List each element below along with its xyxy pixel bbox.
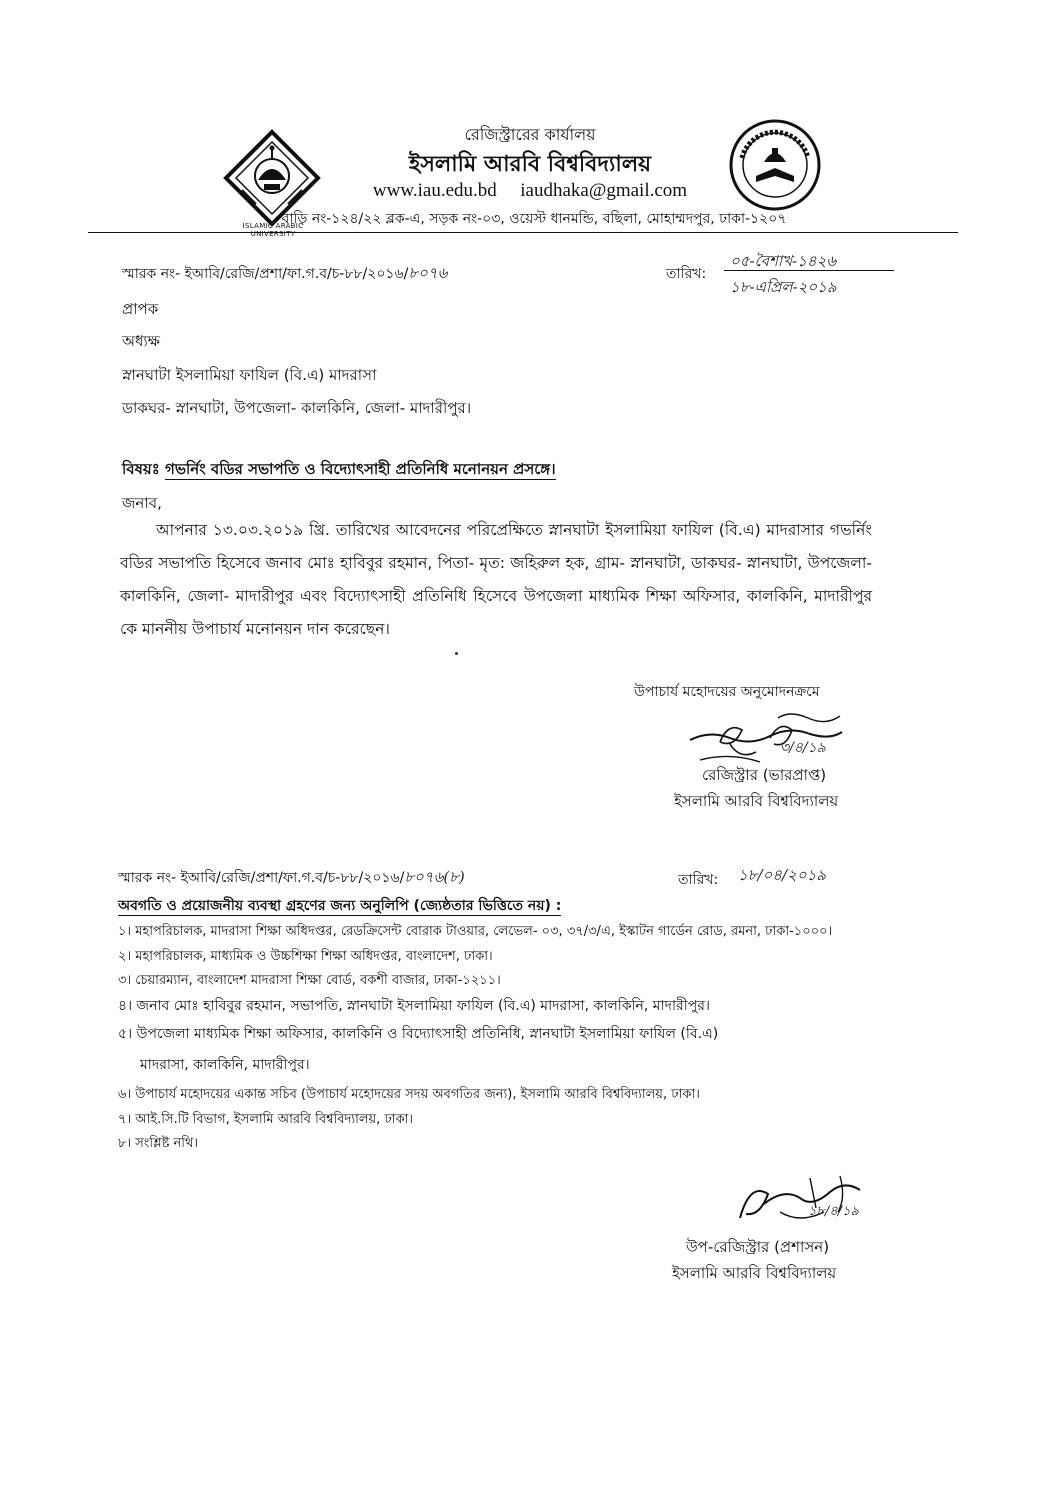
registrar-sign-date: ৩/৪/১৯	[780, 740, 826, 756]
cc-list	[118, 920, 918, 1157]
website-link[interactable]: www.iau.edu.bd	[372, 180, 497, 201]
list-item: ৬। উপাচার্য মহোদয়ের একান্ত সচিব (উপাচার্য মহোদয়ের সদয় অবগতির জন্য), ইসলামি আরবি বিশ্ববিদ্যালয়, ঢাকা।	[118, 1087, 700, 1102]
office-name: রেজিস্ট্রারের কার্যালয়	[464, 125, 596, 144]
office-address: বাড়ি নং-১২৪/২২ ব্লক-এ, সড়ক নং-০৩, ওয়েস্ট ধানমন্ডি, বছিলা, মোহাম্মদপুর, ঢাকা-১২০৭	[281, 211, 787, 227]
recipient-address: ডাকঘর- স্নানঘাটা, উপজেলা- কালকিনি, জেলা- মাদারীপুর।	[122, 399, 472, 417]
approval-note: উপাচার্য মহোদয়ের অনুমোদনক্রমে	[634, 684, 820, 700]
memo2-ref-number: ৮০৭৬(৮)	[404, 868, 465, 886]
deputy-designation: উপ-রেজিস্ট্রার (প্রশাসন)	[686, 1238, 830, 1256]
email-link[interactable]: iaudhaka@gmail.com	[520, 180, 688, 201]
memo2-date-label: তারিখ:	[678, 872, 719, 888]
list-item: মাদরাসা, কালকিনি, মাদারীপুর।	[140, 1056, 310, 1073]
list-item: ৭। আই.সি.টি বিভাগ, ইসলামি আরবি বিশ্ববিদ্যালয়, ঢাকা।	[118, 1111, 414, 1127]
list-item: ৮। সংশ্লিষ্ট নথি।	[118, 1136, 199, 1151]
memo-ref	[122, 262, 447, 287]
university-name: ইসলামি আরবি বিশ্ববিদ্যালয়	[408, 152, 652, 177]
list-item: ৪। জনাব মোঃ হাবিবুর রহমান, সভাপতি, স্নানঘাটা ইসলামিয়া ফাযিল (বি.এ) মাদরাসা, কালকিনি, মাদারীপুর।	[118, 997, 710, 1014]
list-item: ৫। উপজেলা মাধ্যমিক শিক্ষা অফিসার, কালকিনি ও বিদ্যোৎসাহী প্রতিনিধি, স্নানঘাটা ইসলামিয়া ফাযিল (বি.এ)	[118, 1026, 719, 1042]
deputy-org: ইসলামি আরবি বিশ্ববিদ্যালয়	[672, 1264, 837, 1282]
memo2-ref-text: স্মারক নং- ইআবি/রেজি/প্রশা/ফা.গ.ব/চ-৮৮/২০১৬/	[118, 870, 405, 886]
memo-ref-text: স্মারক নং- ইআবি/রেজি/প্রশা/ফা.গ.ব/চ-৮৮/২০১৬/	[122, 266, 409, 282]
subject-label: বিষয়ঃ	[122, 460, 160, 478]
registrar-designation: রেজিস্ট্রার (ভারপ্রাপ্ত)	[702, 766, 827, 784]
letter-body: আপনার ১৩.০৩.২০১৯ খ্রি. তারিখের আবেদনের পরিপ্রেক্ষিতে স্নানঘাটা ইসলামিয়া ফাযিল (বি.এ) মাদরাসার গভর্নিং বডির সভাপতি হিসেবে জনাব মোঃ হাবিবুর রহমান, পিতা- মৃত: জহিরুল হক, গ্রাম- স্নানঘাটা, ডাকঘর- স্নানঘাটা, উপজেলা- কালকিনি, জেলা- মাদারীপুর এবং বিদ্যোৎসাহী প্রতিনিধি হিসেবে উপজেলা মাধ্যমিক শিক্ষা অফিসার, কালকিনি, মাদারীপুর কে মাননীয় উপাচার্য মনোনয়ন দান করেছেন।	[120, 521, 872, 638]
stray-dot	[455, 652, 458, 655]
memo2-ref	[118, 866, 465, 891]
list-item: ৩। চেয়ারম্যান, বাংলাদেশ মাদরাসা শিক্ষা বোর্ড, বকশী বাজার, ঢাকা-১২১১।	[118, 973, 501, 988]
memo-ref-number: ৮০৭৬	[408, 264, 448, 282]
list-item: ২। মহাপরিচালক, মাধ্যমিক ও উচ্চশিক্ষা শিক্ষা অধিদপ্তর, বাংলাদেশ, ঢাকা।	[118, 948, 493, 964]
logo-caption: ISLAMIC ARABIC UNIVERSITY	[242, 222, 304, 238]
memo2-date: ১৮/০৪/২০১৯	[738, 866, 827, 884]
subject-text: গভর্নিং বডির সভাপতি ও বিদ্যোৎসাহী প্রতিনিধি মনোনয়ন প্রসঙ্গে।	[164, 460, 556, 478]
deputy-registrar-signature-icon	[720, 1168, 890, 1238]
registrar-org: ইসলামি আরবি বিশ্ববিদ্যালয়	[674, 792, 839, 810]
memo-date-english: ১৮-এপ্রিল-২০১৯	[730, 278, 837, 296]
salutation: জনাব,	[122, 494, 162, 512]
date-divider	[724, 270, 894, 271]
recipient-title: অধ্যক্ষ	[122, 332, 160, 350]
header-divider	[88, 232, 958, 233]
cc-heading: অবগতি ও প্রয়োজনীয় ব্যবস্থা গ্রহণের জন্য অনুলিপি (জ্যেষ্ঠতার ভিত্তিতে নয়) :	[118, 898, 562, 914]
list-item: ১। মহাপরিচালক, মাদরাসা শিক্ষা অধিদপ্তর, রেডক্রিসেন্ট বোরাক টাওয়ার, লেভেল- ০৩, ৩৭/৩/এ, ইস্কাটন গার্ডেন রোড, রমনা, ঢাকা-১০০০।	[118, 924, 833, 939]
recipient-institution: স্নানঘাটা ইসলামিয়া ফাযিল (বি.এ) মাদরাসা	[122, 366, 377, 384]
deputy-sign-date: ১৮/৪/১৯	[808, 1204, 859, 1219]
cc-heading-wrap	[118, 894, 561, 918]
memo-date-label: তারিখ:	[666, 266, 707, 282]
contact-line	[330, 180, 730, 202]
subject-line	[122, 458, 556, 483]
recipient-label: প্রাপক	[122, 300, 159, 318]
memo-date-bangla: ০৫-বৈশাখ-১৪২৬	[730, 252, 837, 270]
emblem-seal-icon	[728, 118, 822, 212]
